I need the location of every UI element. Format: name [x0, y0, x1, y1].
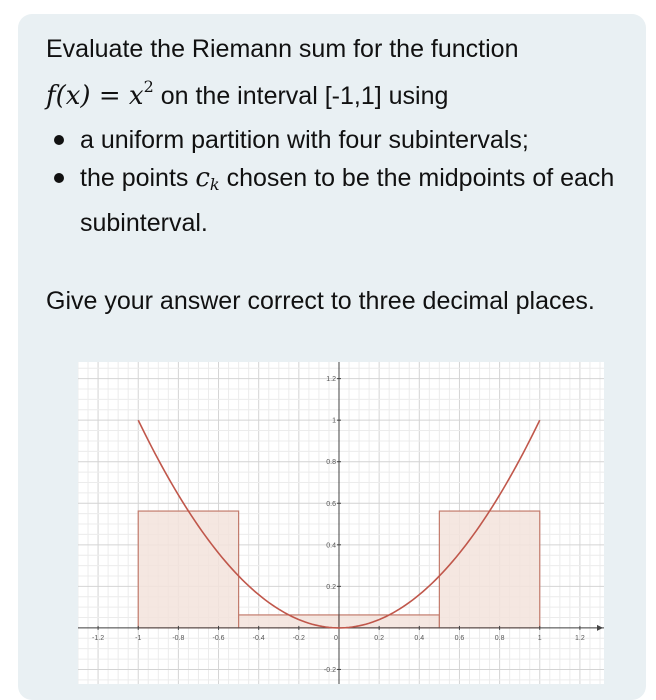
list-item: a uniform partition with four subintervals; — [46, 121, 626, 159]
x-tick-label: -0.4 — [252, 634, 265, 642]
y-tick-label: 0.6 — [326, 500, 336, 508]
question-line2 — [46, 68, 626, 115]
x-tick-label: -0.2 — [292, 634, 305, 642]
y-tick-label: -0.2 — [323, 666, 336, 674]
conditions-list — [46, 121, 626, 242]
x-tick-label: -1.2 — [92, 634, 105, 642]
question-line1: Evaluate the Riemann sum for the function — [46, 35, 519, 63]
list-item: the points $c_k$ chosen to be the midpoints of each subinterval. — [46, 159, 626, 242]
y-tick-label: 1 — [332, 417, 336, 425]
question-text — [46, 30, 626, 320]
riemann-chart — [78, 362, 604, 684]
instruction-text: Give your answer correct to three decimal places. — [46, 287, 595, 315]
y-tick-label: 0.4 — [326, 542, 336, 550]
x-tick-label: -1 — [135, 634, 142, 642]
x-tick-label: 0.8 — [494, 634, 505, 642]
x-tick-label: 0 — [334, 634, 338, 642]
riemann-rectangle — [138, 511, 238, 628]
y-tick-label: 1.2 — [326, 376, 336, 384]
y-tick-label: 0.8 — [326, 459, 336, 467]
x-tick-label: 0.2 — [374, 634, 385, 642]
x-tick-label: -0.8 — [172, 634, 185, 642]
riemann-rectangle — [439, 511, 539, 628]
y-tick-label: 0.2 — [326, 583, 336, 591]
x-tick-label: 1.2 — [575, 634, 585, 642]
point-variable: $c_k$ — [195, 163, 220, 194]
x-tick-label: 0.4 — [414, 634, 425, 642]
function-expression: $f(x) = x^2$ — [46, 77, 154, 111]
interval-text: on the interval [-1,1] using — [153, 82, 449, 110]
x-tick-label: -0.6 — [212, 634, 225, 642]
riemann-chart-svg — [78, 362, 604, 684]
x-tick-label: 1 — [537, 634, 542, 642]
x-tick-label: 0.6 — [454, 634, 465, 642]
